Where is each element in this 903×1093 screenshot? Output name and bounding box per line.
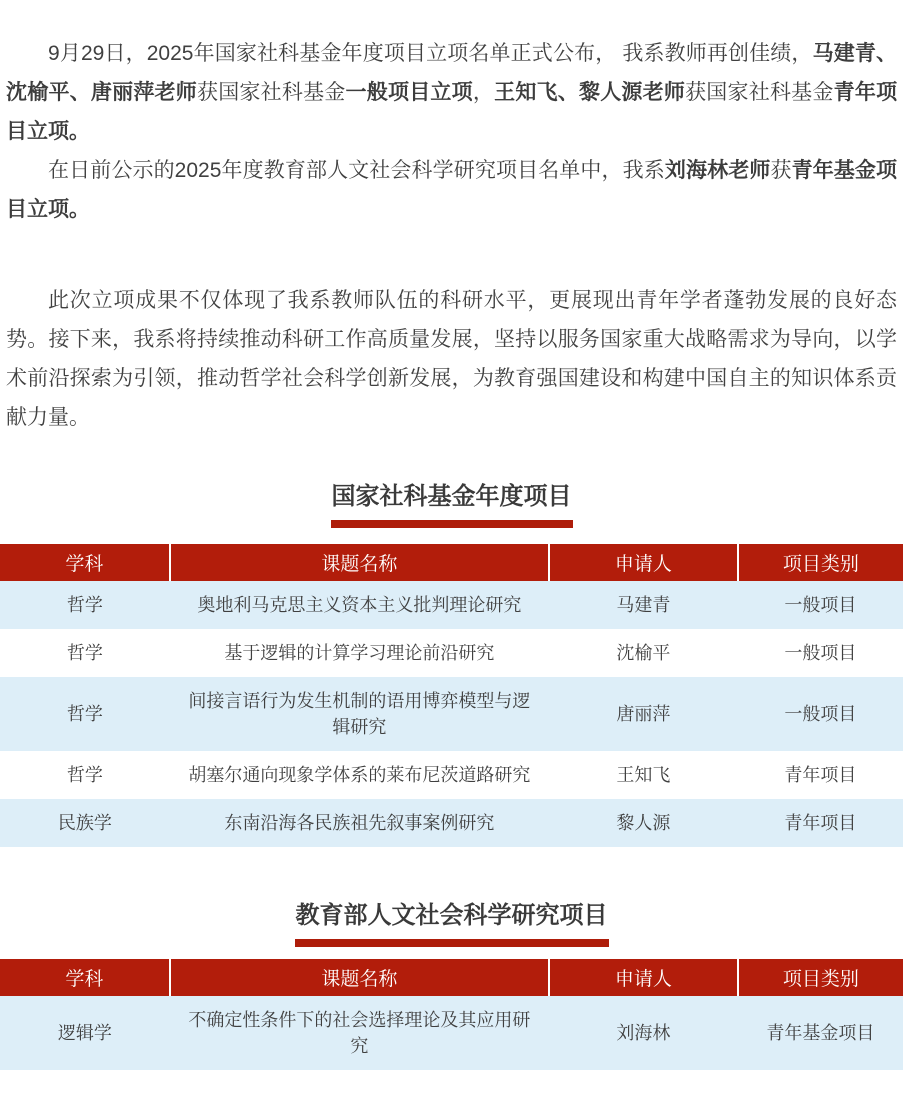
highlighted-text: 刘海林老师 xyxy=(664,159,771,182)
table-row xyxy=(0,677,903,751)
table-cell: 哲学 xyxy=(66,595,103,615)
column-header: 项目类别 xyxy=(738,544,903,581)
paragraph xyxy=(6,281,897,437)
body-text: ， xyxy=(472,81,495,104)
highlighted-text: 一般项目立项 xyxy=(345,81,473,104)
column-header: 课题名称 xyxy=(170,959,549,996)
table-cell: 一般项目 xyxy=(784,704,857,724)
table-cell: 哲学 xyxy=(66,704,103,724)
highlighted-text: 青年项目立项。 xyxy=(6,81,898,143)
table-cell: 哲学 xyxy=(66,643,103,663)
section-title-moe: 教育部人文社会科学研究项目 xyxy=(295,900,609,947)
column-header: 学科 xyxy=(0,544,170,581)
table-cell: 刘海林 xyxy=(616,1023,671,1043)
table-cell: 不确定性条件下的社会选择理论及其应用研究 xyxy=(188,1010,531,1056)
table-cell: 青年基金项目 xyxy=(766,1023,875,1043)
paragraph-spacer xyxy=(6,229,897,281)
column-header: 申请人 xyxy=(549,544,738,581)
table-body xyxy=(0,581,903,847)
paragraph xyxy=(6,34,897,151)
table-cell: 黎人源 xyxy=(616,813,671,833)
table-row xyxy=(0,799,903,847)
section-heading-wrap xyxy=(0,900,903,947)
table-cell: 一般项目 xyxy=(784,643,857,663)
column-header: 项目类别 xyxy=(738,959,903,996)
section-heading-wrap xyxy=(0,481,903,528)
table-cell: 青年项目 xyxy=(784,813,857,833)
table-header-row xyxy=(0,544,903,581)
table-cell: 逻辑学 xyxy=(57,1023,112,1043)
section-moe-projects xyxy=(0,900,903,1070)
table-cell: 民族学 xyxy=(57,813,112,833)
column-header: 课题名称 xyxy=(170,544,549,581)
body-text: 在日前公示的2025年度教育部人文社会科学研究项目名单中，我系 xyxy=(48,159,665,182)
body-text: 获国家社科基金 xyxy=(685,81,834,104)
highlighted-text: 马建青、沈榆平、唐丽萍老师 xyxy=(6,42,897,104)
table-cell: 东南沿海各民族祖先叙事案例研究 xyxy=(224,813,495,833)
paragraph xyxy=(6,151,897,229)
table-cell: 胡塞尔通向现象学体系的莱布尼茨道路研究 xyxy=(188,765,531,785)
nssf-project-table xyxy=(0,544,903,847)
body-text: 此次立项成果不仅体现了我系教师队伍的科研水平，更展现出青年学者蓬勃发展的良好态势。接下来，我系将持续推动科研工作高质量发展，坚持以服务国家重大战略需求为导向，以学术前沿探索为引领，推动哲学社会科学创新发展，为教育强国建设和构建中国自主的知识体系贡献力量。 xyxy=(6,289,897,429)
table-cell: 青年项目 xyxy=(784,765,857,785)
intro-paragraphs xyxy=(0,0,903,437)
table-cell: 间接言语行为发生机制的语用博弈模型与逻辑研究 xyxy=(188,691,531,737)
table-cell: 唐丽萍 xyxy=(616,704,671,724)
body-text: 9月29日，2025年国家社科基金年度项目立项名单正式公布， 我系教师再创佳绩， xyxy=(48,42,813,65)
column-header: 申请人 xyxy=(549,959,738,996)
table-cell: 一般项目 xyxy=(784,595,857,615)
table-cell: 马建青 xyxy=(616,595,671,615)
table-cell: 沈榆平 xyxy=(616,643,671,663)
table-cell: 基于逻辑的计算学习理论前沿研究 xyxy=(224,643,495,663)
highlighted-text: 王知飞、黎人源老师 xyxy=(494,81,686,104)
section-title-nssf: 国家社科基金年度项目 xyxy=(331,481,573,528)
table-row xyxy=(0,996,903,1070)
moe-project-table xyxy=(0,959,903,1070)
table-header-row xyxy=(0,959,903,996)
body-text: 获 xyxy=(770,159,792,182)
table-row xyxy=(0,629,903,677)
table-row xyxy=(0,581,903,629)
table-header-row xyxy=(0,544,903,581)
body-text: 获国家社科基金 xyxy=(196,81,346,104)
table-cell: 王知飞 xyxy=(616,765,671,785)
table-header-row xyxy=(0,959,903,996)
highlighted-text: 青年基金项目立项。 xyxy=(6,159,898,221)
table-row xyxy=(0,751,903,799)
section-nssf-annual-projects xyxy=(0,481,903,847)
table-body xyxy=(0,996,903,1070)
column-header: 学科 xyxy=(0,959,170,996)
table-cell: 哲学 xyxy=(66,765,103,785)
table-cell: 奥地利马克思主义资本主义批判理论研究 xyxy=(197,595,522,615)
